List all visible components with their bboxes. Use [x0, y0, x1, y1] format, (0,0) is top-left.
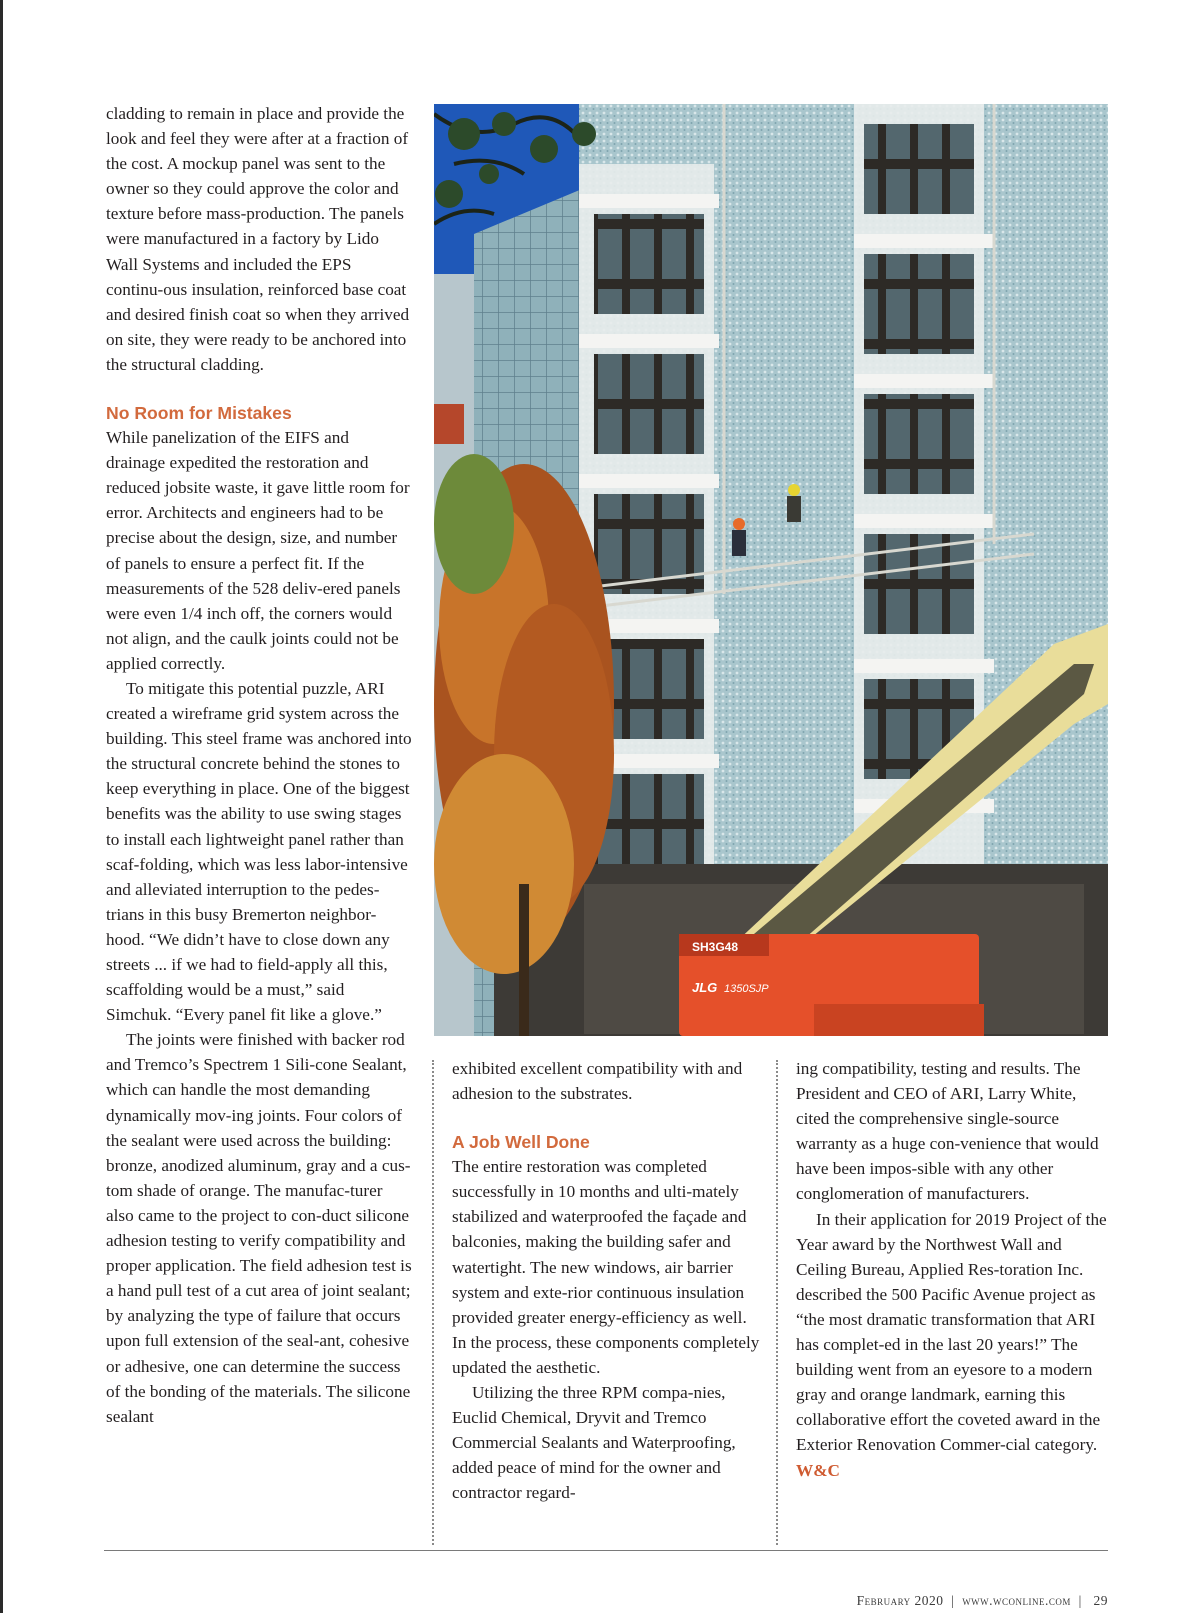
paragraph-text: In their application for 2019 Project of the Year award by the Northwest Wall and Ceiling Bureau, Applied Res-toration Inc. described the 500 Pacific Avenue project as “the most dramatic transformation that ARI has complet-ed in the last 20 years!” The building went from an eyesore to a modern gray and orange landmark, earning this collaborative effort the coveted award in the Exterior Renovation Commer-cial category. [796, 1209, 1107, 1455]
page-footer: February 2020 | www.wconline.com | 29 [856, 1593, 1108, 1608]
end-mark: W&C [796, 1460, 840, 1480]
boom-brand: JLG [692, 980, 718, 995]
paragraph [796, 1207, 1112, 1483]
section-heading: A Job Well Done [452, 1132, 590, 1153]
paragraph: Utilizing the three RPM compa-nies, Euclid Chemical, Dryvit and Tremco Commercial Sealants and Waterproofing, added peace of mind for the owner and contractor regard- [452, 1383, 736, 1503]
text-column-3 [796, 1056, 1112, 1483]
paragraph: While panelization of the EIFS and drainage expedited the restoration and reduced jobsite waste, it gave little room for error. Architects and engineers had to be precise about the design, size, and number of panels to ensure a perfect fit. If the measurements of the 528 deliv-ered panels were even 1/4 inch off, the corners would not align, and the caulk joints could not be applied correctly. [106, 428, 410, 673]
boom-model: 1350SJP [724, 983, 769, 995]
column-divider [432, 1060, 434, 1545]
footer-rule [104, 1550, 1108, 1551]
paragraph: ing compatibility, testing and results. The President and CEO of ARI, Larry White, cited the comprehensive single-source warranty as a huge con-venience that would have been impos-sible with any other conglomeration of manufacturers. [796, 1059, 1099, 1204]
footer-date: February 2020 [856, 1593, 944, 1608]
footer-website[interactable]: www.wconline.com [962, 1593, 1071, 1608]
text-column-1 [106, 101, 412, 1429]
building-restoration-photo [434, 104, 1108, 1036]
page-edge [0, 0, 3, 1613]
boom-label: SH3G48 [692, 940, 739, 954]
text-column-2 [452, 1056, 760, 1506]
page-number: 29 [1093, 1593, 1108, 1608]
paragraph: cladding to remain in place and provide the look and feel they were after at a fraction of the cost. A mockup panel was sent to the owner so they could approve the color and texture before mass-production. The panels were manufactured in a factory by Lido Wall Systems and included the EPS continu-ous insulation, reinforced base coat and desired finish coat so when they arrived on site, they were ready to be anchored into the structural cladding. [106, 104, 410, 374]
paragraph: The joints were finished with backer rod and Tremco’s Spectrem 1 Sili-cone Sealant, which can handle the most demanding dynamically mov-ing joints. Four colors of the sealant were used across the building: bronze, anodized aluminum, gray and a cus-tom shade of orange. The manufac-turer also came to the project to con-duct silicone adhesion testing to verify compatibility and proper application. The field adhesion test is a hand pull test of a cut area of joint sealant; by analyzing the type of failure that occurs upon full extension of the seal-ant, cohesive or adhesive, one can determine the success of the bonding of the materials. The silicone sealant [106, 1030, 412, 1426]
column-divider [776, 1060, 778, 1545]
paragraph: exhibited excellent compatibility with and adhesion to the substrates. [452, 1059, 743, 1104]
paragraph: To mitigate this potential puzzle, ARI created a wireframe grid system across the building. This steel frame was anchored into the structural concrete behind the stones to keep everything in place. One of the biggest benefits was the ability to use swing stages to install each lightweight panel rather than scaf-folding, which was less labor-intensive and alleviated interruption to the pedes-trians in this busy Bremerton neighbor-hood. “We didn’t have to close down any streets ... if we had to field-apply all this, scaffolding would be a must,” said Simchuk. “Every panel fit like a glove.” [106, 678, 412, 1025]
paragraph: The entire restoration was completed successfully in 10 months and ulti-mately stabilized and waterproofed the façade and balconies, making the building safer and watertight. The new windows, air barrier system and exte-rior continuous insulation provided greater energy-efficiency as well. In the process, these components completely updated the aesthetic. [452, 1157, 760, 1377]
section-heading: No Room for Mistakes [106, 403, 292, 424]
